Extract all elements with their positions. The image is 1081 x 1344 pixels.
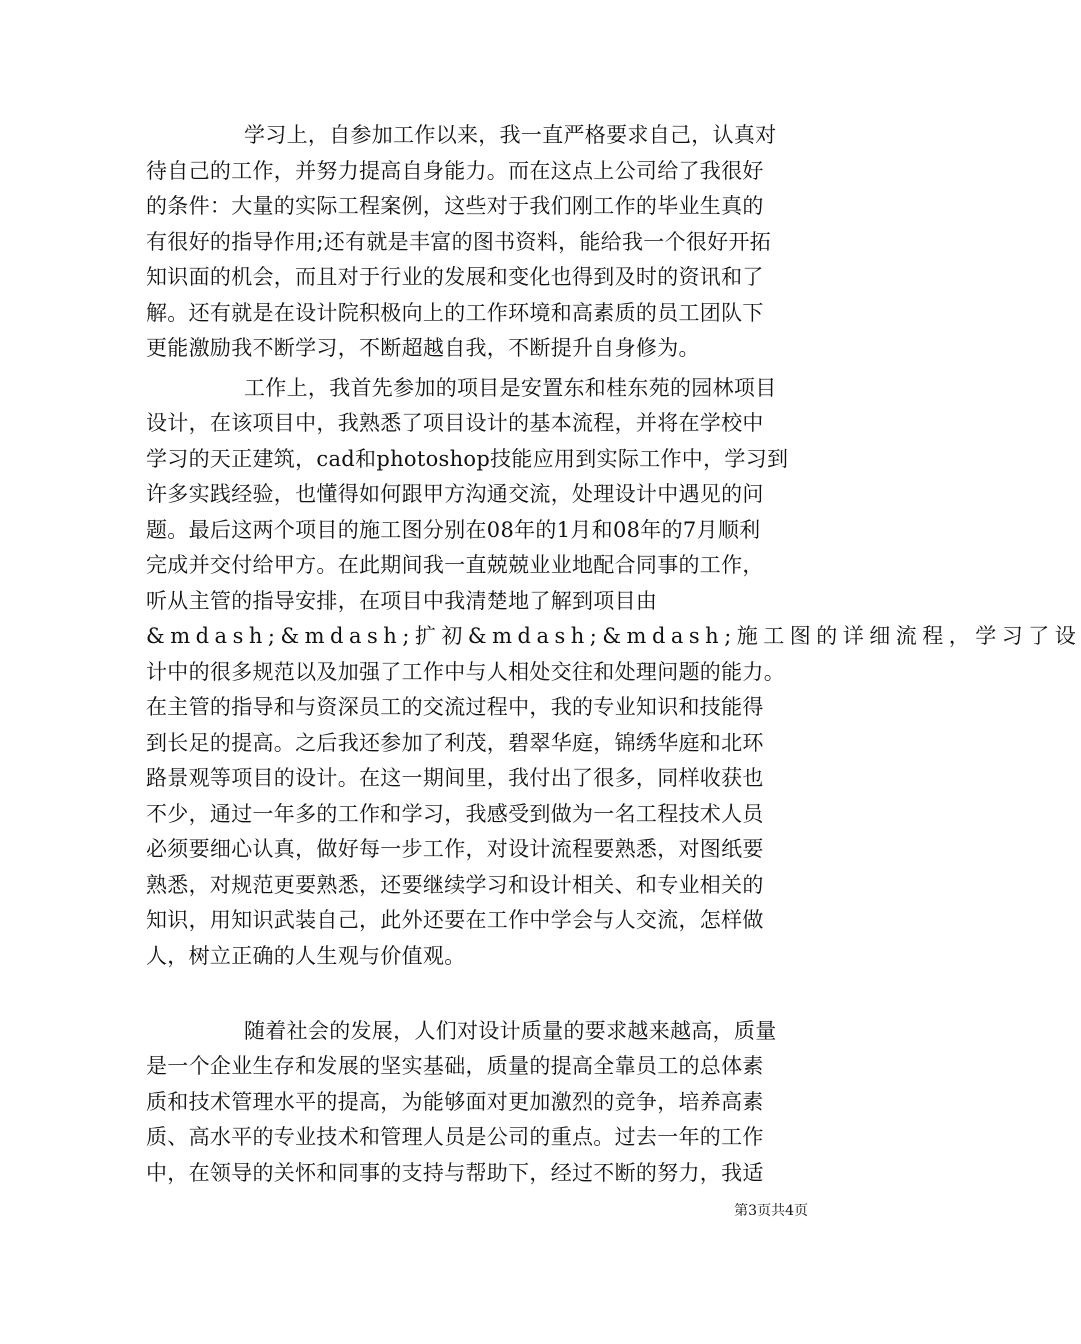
text-line: 的条件：大量的实际工程案例，这些对于我们刚工作的毕业生真的 — [146, 194, 764, 218]
text-line: 是一个企业生存和发展的坚实基础，质量的提高全靠员工的总体素 — [146, 1054, 764, 1078]
text-line: 题。最后这两个项目的施工图分别在08年的1月和08年的7月顺利 — [146, 517, 761, 542]
body-text — [146, 118, 1081, 1195]
page-number: 第3页共4页 — [734, 1203, 808, 1219]
text-line: 工作上，我首先参加的项目是安置东和桂东苑的园林项目 — [244, 375, 777, 400]
text-line: 许多实践经验，也懂得如何跟甲方沟通交流，处理设计中遇见的问 — [146, 482, 764, 506]
text-line: 路景观等项目的设计。在这一期间里，我付出了很多，同样收获也 — [146, 766, 764, 790]
text-line: 质、高水平的专业技术和管理人员是公司的重点。过去一年的工作 — [146, 1125, 764, 1149]
text-line: 知识面的机会，而且对于行业的发展和变化也得到及时的资讯和了 — [146, 265, 764, 289]
text-line: 解。还有就是在设计院积极向上的工作环境和高素质的员工团队下 — [146, 300, 764, 325]
paragraph-quality — [146, 1014, 818, 1192]
text-line: 知识，用知识武装自己，此外还要在工作中学会与人交流，怎样做 — [146, 908, 764, 932]
text-line: 熟悉，对规范更要熟悉，还要继续学习和设计相关、和专业相关的 — [146, 872, 764, 897]
text-line: 设计，在该项目中，我熟悉了项目设计的基本流程，并将在学校中 — [146, 411, 764, 435]
text-line: 学习的天正建筑，cad和photoshop技能应用到实际工作中，学习到 — [146, 446, 789, 471]
text-line: &mdash;&mdash;扩初&mdash;&mdash;施工图的详细流程，学习了设 — [146, 624, 1081, 648]
text-line: 到长足的提高。之后我还参加了利茂，碧翠华庭，锦绣华庭和北环 — [146, 730, 764, 755]
text-line — [146, 974, 818, 1010]
text-line: 待自己的工作，并努力提高自身能力。而在这点上公司给了我很好 — [146, 158, 764, 183]
text-line: 不少，通过一年多的工作和学习，我感受到做为一名工程技术人员 — [146, 801, 764, 826]
text-line: 完成并交付给甲方。在此期间我一直兢兢业业地配合同事的工作， — [146, 553, 764, 577]
text-line: 有很好的指导作用;还有就是丰富的图书资料，能给我一个很好开拓 — [146, 229, 772, 254]
text-line: 人，树立正确的人生观与价值观。 — [146, 943, 466, 968]
text-line: 中，在领导的关怀和同事的支持与帮助下，经过不断的努力，我适 — [146, 1160, 764, 1185]
text-line: 更能激励我不断学习，不断超越自我，不断提升自身修为。 — [146, 336, 700, 360]
text-line: 计中的很多规范以及加强了工作中与人相处交往和处理问题的能力。 — [146, 659, 785, 684]
text-line: 在主管的指导和与资深员工的交流过程中，我的专业知识和技能得 — [146, 695, 764, 719]
text-line: 随着社会的发展，人们对设计质量的要求越来越高，质量 — [244, 1018, 777, 1043]
text-line: 必须要细心认真，做好每一步工作，对设计流程要熟悉，对图纸要 — [146, 837, 764, 861]
text-line: 质和技术管理水平的提高，为能够面对更加激烈的竞争，培养高素 — [146, 1089, 764, 1114]
paragraph-work — [146, 371, 1081, 1010]
text-line: 学习上，自参加工作以来，我一直严格要求自己，认真对 — [244, 123, 777, 147]
text-line: 听从主管的指导安排，在项目中我清楚地了解到项目由 — [146, 588, 658, 613]
paragraph-study — [146, 118, 818, 367]
